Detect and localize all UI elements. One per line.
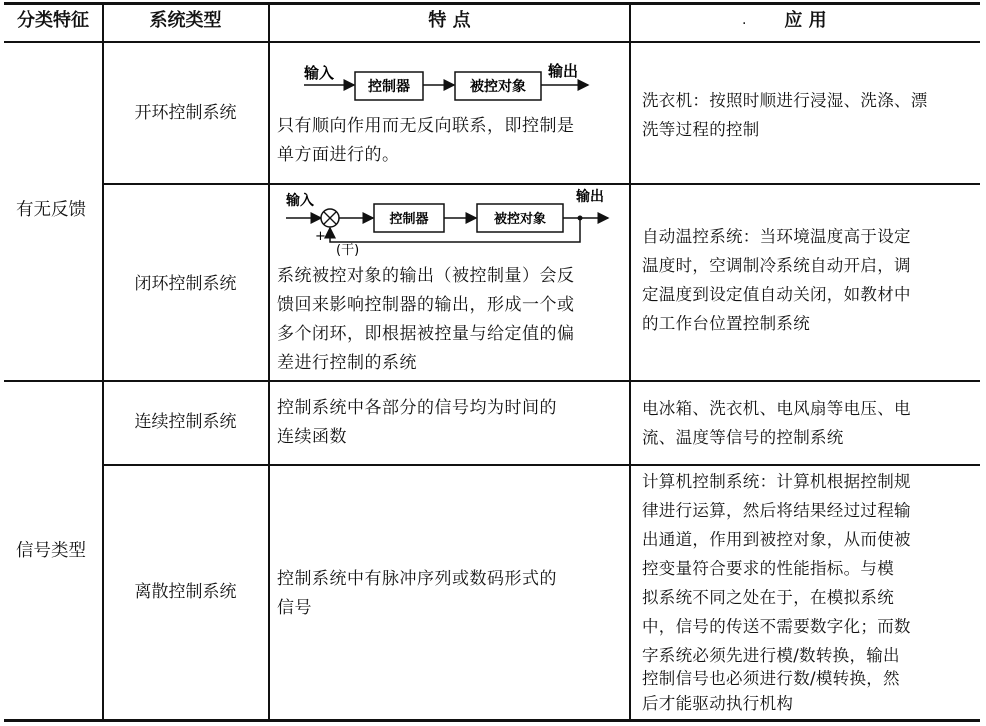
group-signal-label: 信号类型 [16, 541, 86, 561]
type-closed-loop: 闭环控制系统 [134, 274, 237, 294]
closed-loop-feature-line-3: 多个闭环，即根据被控量与给定值的偏 [277, 324, 575, 344]
type-discrete: 离散控制系统 [134, 582, 237, 602]
closed-loop-plus-sign: + [315, 229, 326, 244]
discrete-feature-line-1: 控制系统中有脉冲序列或数码形式的 [277, 569, 557, 589]
open-loop-diagram [270, 50, 629, 112]
closed-loop-feature-line-2: 馈回来影响控制器的输出，形成一个或 [277, 295, 575, 315]
bottom-rule [4, 719, 980, 722]
discrete-app-line-4: 控变量符合要求的性能指标。与模 [642, 559, 894, 578]
closed-loop-plant-label: 被控对象 [493, 212, 547, 227]
open-loop-feature-line-2: 单方面进行的。 [277, 145, 400, 165]
discrete-app-line-5: 拟系统不同之处在于，在模拟系统 [642, 588, 894, 607]
closed-loop-controller-label: 控制器 [389, 212, 429, 227]
discrete-feature-line-2: 信号 [277, 598, 312, 618]
discrete-app-line-9: 后才能驱动执行机构 [642, 694, 794, 713]
continuous-feature-line-1: 控制系统中各部分的信号均为时间的 [277, 398, 557, 418]
closed-loop-app-line-2: 温度时，空调制冷系统自动开启，调 [642, 256, 911, 275]
col-rule-3 [629, 3, 631, 720]
discrete-app-line-1: 计算机控制系统：计算机根据控制规 [642, 472, 911, 491]
closed-loop-disturbance-label: (干) [336, 243, 360, 258]
header-characteristics: 特 点 [428, 10, 471, 31]
continuous-feature-line-2: 连续函数 [277, 427, 347, 447]
closed-loop-input-label: 输入 [286, 193, 314, 209]
closed-loop-app-line-4: 的工作台位置控制系统 [642, 314, 810, 333]
open-loop-controller-label: 控制器 [368, 79, 410, 95]
open-loop-output-label: 输出 [548, 62, 579, 80]
header-dot-mark: · [742, 16, 747, 32]
open-loop-plant-label: 被控对象 [470, 79, 526, 95]
closed-loop-app-line-3: 定温度到设定值自动关闭，如教材中 [642, 285, 911, 304]
discrete-app-line-3: 出通道，作用到被控对象，从而使被 [642, 530, 911, 549]
open-loop-app-line-1: 洗衣机：按照时顺进行浸湿、洗涤、漂 [642, 91, 928, 110]
type-open-loop: 开环控制系统 [134, 103, 237, 123]
type-continuous: 连续控制系统 [134, 412, 237, 432]
discrete-app-line-8: 控制信号也必须进行数/模转换，然 [642, 669, 900, 688]
closed-loop-feature-line-4: 差进行控制的系统 [277, 353, 417, 373]
row-rule-3 [102, 464, 980, 466]
closed-loop-feature-line-1: 系统被控对象的输出（被控制量）会反 [277, 266, 575, 286]
open-loop-app-line-2: 洗等过程的控制 [642, 120, 760, 139]
continuous-app-line-1: 电冰箱、洗衣机、电风扇等电压、电 [642, 399, 911, 418]
closed-loop-app-line-1: 自动温控系统：当环境温度高于设定 [642, 227, 911, 246]
row-rule-1 [102, 183, 980, 185]
group-feedback-label: 有无反馈 [16, 200, 86, 220]
header-feature-class: 分类特征 [17, 10, 89, 31]
closed-loop-output-label: 输出 [576, 189, 604, 205]
header-application: 应 用 [784, 10, 827, 31]
open-loop-feature-line-1: 只有顺向作用而无反向联系，即控制是 [277, 116, 575, 136]
discrete-app-line-2: 律进行运算，然后将结果经过过程输 [642, 501, 911, 520]
continuous-app-line-2: 流、温度等信号的控制系统 [642, 428, 844, 447]
discrete-app-line-6: 中，信号的传送不需要数字化；而数 [642, 617, 911, 636]
closed-loop-diagram [270, 186, 629, 266]
discrete-app-line-7: 字系统必须先进行模/数转换，输出 [642, 646, 900, 665]
open-loop-input-label: 输入 [304, 64, 335, 82]
header-system-type: 系统类型 [149, 10, 222, 31]
group-rule [4, 380, 980, 382]
